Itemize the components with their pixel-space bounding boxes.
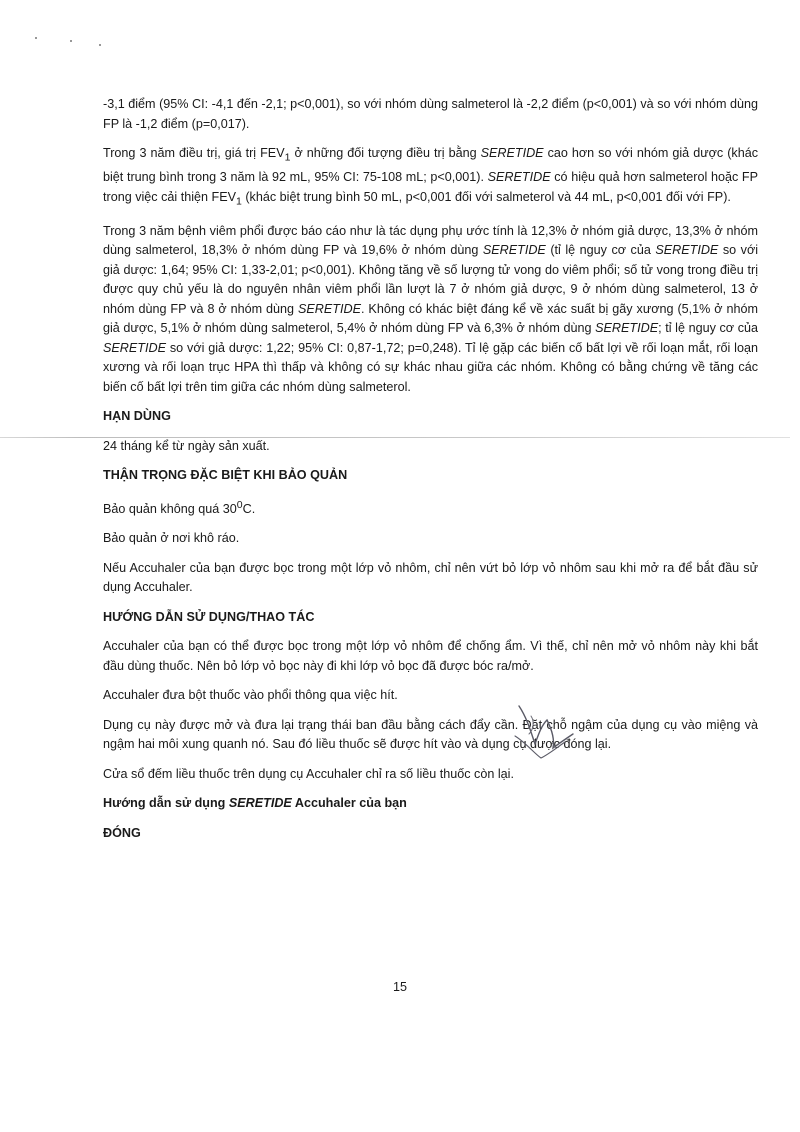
superscript: 0 — [236, 498, 243, 511]
heading-guide — [103, 794, 758, 814]
text: có hiệu quả hơn salmeterol hoặc FP trong việc cải thiện FEV — [103, 170, 758, 204]
text: ; tỉ lệ nguy cơ của — [658, 321, 758, 336]
document-body — [103, 95, 758, 853]
brand-name: SERETIDE — [298, 301, 361, 316]
brand-name: SERETIDE — [103, 340, 166, 355]
brand-name: SERETIDE — [482, 243, 546, 258]
scan-speck — [99, 44, 101, 46]
text: Trong 3 năm điều trị, giá trị FEV — [103, 146, 285, 160]
subscript: 1 — [236, 195, 242, 208]
usage-foil: Accuhaler của bạn có thể được bọc trong một lớp vỏ nhôm để chống ẩm. Vì thế, chỉ nên mở vỏ nhôm này khi bắt đầu dùng thuốc. Nên bỏ lớp vỏ bọc này đi khi lớp vỏ bọc đã được bóc ra/mở. — [103, 639, 758, 673]
subscript: 1 — [284, 151, 291, 164]
text: -3,1 điểm (95% CI: -4,1 đến -2,1; p<0,001), so với nhóm dùng salmeterol là -2,2 điểm (p<0,001) và so với nhóm dùng FP là -1,2 điểm (p=0,017). — [103, 97, 758, 131]
paragraph-pneumonia — [103, 222, 758, 398]
text: Hướng dẫn sử dụng — [103, 796, 229, 811]
page-number: 15 — [392, 980, 407, 994]
brand-name: SERETIDE — [480, 146, 544, 160]
heading-shelf-life: HẠN DÙNG — [103, 409, 171, 424]
text: cao hơn so với nhóm giả dược (khác biệt trung bình trong 3 năm là 92 mL, 95% CI: 75-108 mL; p<0,001). — [103, 146, 758, 185]
shelf-life-text: 24 tháng kể từ ngày sản xuất. — [103, 438, 270, 453]
storage-dry: Bảo quản ở nơi khô ráo. — [103, 531, 240, 546]
heading-close: ĐÓNG — [103, 825, 141, 840]
text: ở những đối tượng điều trị bằng — [290, 146, 481, 160]
heading-storage: THẬN TRỌNG ĐẶC BIỆT KHI BẢO QUẢN — [103, 468, 348, 483]
text: so với giả dược: 1,22; 95% CI: 0,87-1,72; p=0,248). Tỉ lệ gặp các biến cố bất lợi về rối loạn mắt, rối loạn xương và rối loạn trục HPA thì thấp và không có sự khác nhau giữa các nhóm. Không có bằng chứng về tăng các biến cố bất lợi trên tim giữa các nhóm dùng salmeterol. — [103, 340, 758, 394]
text: Accuhaler của bạn — [291, 796, 407, 811]
text: (khác biệt trung bình 50 mL, p<0,001 đối với salmeterol và 44 mL, p<0,001 đối với FP). — [241, 189, 731, 204]
scan-speck — [35, 37, 37, 39]
usage-operate: Dụng cụ này được mở và đưa lại trạng thái ban đầu bằng cách đẩy cần. Đặt chỗ ngậm của dụng cụ vào miệng và ngậm hai môi xung quanh nó. Sau đó liều thuốc sẽ được hít vào và dụng cụ được đóng lại. — [103, 717, 758, 752]
paragraph-fev1 — [103, 144, 758, 212]
storage-temperature — [103, 496, 758, 520]
usage-inhale: Accuhaler đưa bột thuốc vào phổi thông qua việc hít. — [103, 688, 398, 703]
storage-foil: Nếu Accuhaler của bạn được bọc trong một lớp vỏ nhôm, chỉ nên vứt bỏ lớp vỏ nhôm sau khi mở ra để bắt đầu sử dụng Accuhaler. — [103, 560, 758, 595]
brand-name: SERETIDE — [487, 170, 551, 185]
paragraph-cat-score — [103, 95, 758, 134]
scan-speck — [70, 40, 72, 42]
text: C. — [242, 501, 256, 516]
brand-name: SERETIDE — [595, 321, 659, 336]
text: Trong 3 năm bệnh viêm phổi được báo cáo như là tác dụng phụ ước tính là 12,3% ở nhóm giả dược, 13,3% ở nhóm dùng salmeterol, 18,3% ở nhóm dùng FP và 19,6% ở nhóm dùng — [103, 223, 758, 258]
text: . Không có khác biệt đáng kể về xác suất bị gãy xương (5,1% ở nhóm giả dược, 5,1% ở nhóm dùng salmeterol, 5,4% ở nhóm dùng FP và 6,3% ở nhóm dùng — [103, 301, 758, 336]
brand-name: SERETIDE — [228, 796, 292, 811]
usage-counter: Cửa sổ đếm liều thuốc trên dụng cụ Accuhaler chỉ ra số liều thuốc còn lại. — [103, 766, 514, 781]
text: so với giả dược: 1,64; 95% CI: 1,33-2,01; p<0,001). Không tăng về số lượng tử vong do viêm phổi; số tử vong trong điều trị được quy chủ yếu là do nguyên nhân viêm phổi lần lượt là 7 ở nhóm giả dược, 9 ở nhóm dùng salmeterol, 13 ở nhóm dùng FP và 8 ở nhóm dùng — [103, 243, 758, 316]
text: (tỉ lệ nguy cơ của — [545, 243, 656, 258]
heading-usage: HƯỚNG DẪN SỬ DỤNG/THAO TÁC — [103, 609, 315, 624]
text: Bảo quản không quá 30 — [103, 501, 237, 516]
brand-name: SERETIDE — [655, 243, 719, 258]
